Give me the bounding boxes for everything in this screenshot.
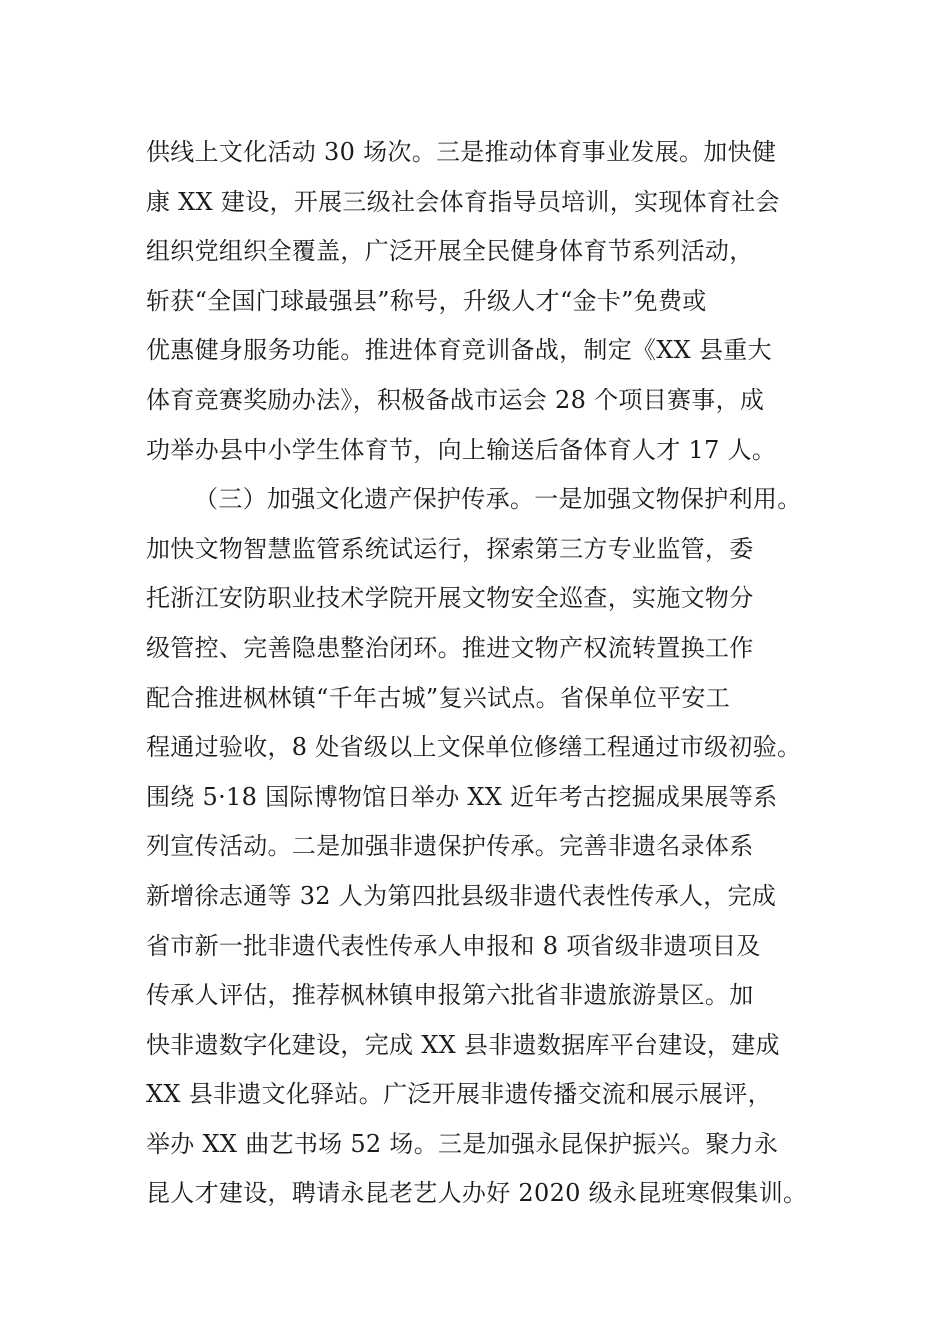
text-line: XX 县非遗文化驿站。广泛开展非遗传播交流和展示展评，: [146, 1080, 772, 1109]
text-line: 举办 XX 曲艺书场 52 场。三是加强永昆保护振兴。聚力永: [146, 1129, 779, 1158]
text-line: 组织党组织全覆盖，广泛开展全民健身体育节系列活动，: [146, 237, 754, 266]
text-line: 功举办县中小学生体育节，向上输送后备体育人才 17 人。: [146, 435, 777, 464]
body-text: [146, 128, 836, 1219]
text-line: 程通过验收，8 处省级以上文保单位修缮工程通过市级初验。: [146, 733, 802, 762]
text-line: 配合推进枫林镇“千年古城”复兴试点。省保单位平安工: [146, 683, 731, 712]
text-line: 省市新一批非遗代表性传承人申报和 8 项省级非遗项目及: [146, 931, 761, 960]
text-line: 围绕 5·18 国际博物馆日举办 XX 近年考古挖掘成果展等系: [146, 782, 778, 811]
text-line: 加快文物智慧监管系统试运行，探索第三方专业监管，委: [146, 534, 754, 563]
text-line: 昆人才建设，聘请永昆老艺人办好 2020 级永昆班寒假集训。: [146, 1179, 808, 1208]
text-line: 级管控、完善隐患整治闭环。推进文物产权流转置换工作: [146, 633, 754, 662]
text-line: 托浙江安防职业技术学院开展文物安全巡查，实施文物分: [146, 584, 754, 613]
text-line: 优惠健身服务功能。推进体育竞训备战，制定《XX 县重大: [146, 336, 772, 365]
section-heading-line: （三）加强文化遗产保护传承。一是加强文物保护利用。: [194, 485, 802, 514]
text-line: 传承人评估，推荐枫林镇申报第六批省非遗旅游景区。加: [146, 981, 754, 1010]
text-line: 斩获“全国门球最强县”称号，升级人才“金卡”免费或: [146, 286, 707, 315]
text-line: 新增徐志通等 32 人为第四批县级非遗代表性传承人，完成: [146, 881, 777, 910]
text-line: 快非遗数字化建设，完成 XX 县非遗数据库平台建设，建成: [146, 1030, 780, 1059]
text-line: 体育竞赛奖励办法》，积极备战市运会 28 个项目赛事，成: [146, 385, 765, 414]
text-line: 康 XX 建设，开展三级社会体育指导员培训，实现体育社会: [146, 187, 780, 216]
text-line: 供线上文化活动 30 场次。三是推动体育事业发展。加快健: [146, 138, 777, 166]
text-line: 列宣传活动。二是加强非遗保护传承。完善非遗名录体系: [146, 832, 754, 861]
